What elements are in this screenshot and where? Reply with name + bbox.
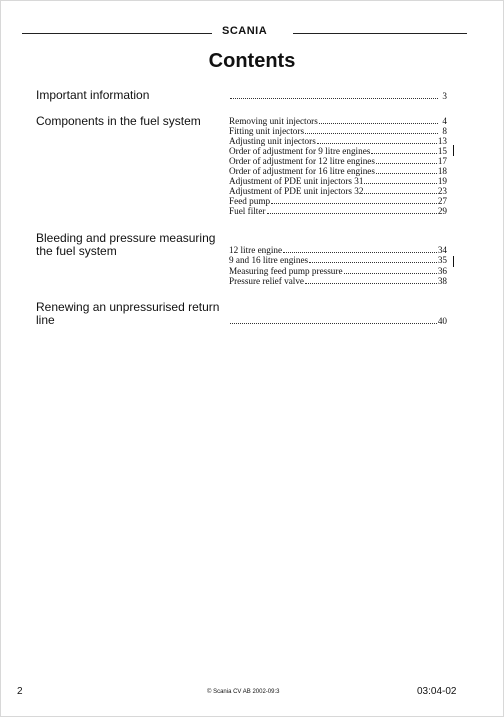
section-heading-important-information: Important information [36, 88, 150, 102]
toc-entry-label: Order of adjustment for 12 litre engines [229, 156, 375, 166]
toc-page-number: 4 [442, 116, 447, 126]
toc-entry-label: Order of adjustment for 9 litre engines [229, 146, 371, 156]
toc-entry-label: Adjustment of PDE unit injectors 32 [229, 186, 364, 196]
dot-leader [376, 167, 437, 174]
header-rule-right [293, 33, 467, 34]
dot-leader [230, 317, 437, 324]
toc-page-number: 36 [437, 266, 447, 276]
toc-entry[interactable] [229, 136, 447, 146]
toc-entry[interactable] [229, 316, 447, 326]
footer-page-number: 2 [17, 686, 23, 697]
toc-entry[interactable] [229, 245, 447, 255]
section-heading-components: Components in the fuel system [36, 114, 201, 128]
toc-entry-label: Measuring feed pump pressure [229, 266, 343, 276]
change-bar [453, 256, 454, 267]
dot-leader [317, 137, 437, 144]
toc-entry[interactable] [229, 156, 447, 166]
toc-page-number: 19 [437, 176, 447, 186]
toc-entry[interactable] [229, 196, 447, 206]
dot-leader [305, 127, 438, 134]
dot-leader [267, 207, 437, 214]
change-bar [453, 145, 454, 156]
footer-copyright: © Scania CV AB 2002-09:3 [207, 689, 280, 695]
toc-entry[interactable] [229, 126, 447, 136]
dot-leader [309, 256, 437, 263]
toc-entry-label: Order of adjustment for 16 litre engines [229, 166, 375, 176]
toc-entry-label: Pressure relief valve [229, 276, 304, 286]
dot-leader [319, 117, 438, 124]
page-title: Contents [208, 50, 296, 72]
toc-entry-label: 12 litre engine [229, 245, 283, 255]
dot-leader [376, 157, 437, 164]
toc-page-number: 27 [437, 196, 447, 206]
section-heading-renewing: Renewing an unpressurised return line [36, 300, 220, 327]
toc-page-number: 13 [437, 136, 447, 146]
toc-page-number: 38 [437, 276, 447, 286]
scania-logo: SCANIA [222, 25, 268, 37]
dot-leader [364, 187, 436, 194]
toc-page-number: 40 [437, 316, 447, 326]
toc-entry-label: Fuel filter [229, 206, 266, 216]
toc-entry-label: Adjusting unit injectors [229, 136, 316, 146]
dot-leader [230, 92, 438, 99]
dot-leader [283, 246, 437, 253]
toc-page-number: 23 [437, 186, 447, 196]
toc-page-number: 17 [437, 156, 447, 166]
footer-doc-code: 03:04-02 [417, 686, 457, 697]
toc-entry[interactable] [229, 266, 447, 276]
toc-page-number: 18 [437, 166, 447, 176]
toc-page-number: 35 [437, 255, 447, 265]
toc-page-number: 34 [437, 245, 447, 255]
header-rule-left [22, 33, 212, 34]
dot-leader [364, 177, 436, 184]
toc-entry[interactable] [229, 116, 447, 126]
toc-page-number: 15 [437, 146, 447, 156]
toc-entry[interactable] [229, 255, 447, 265]
toc-entry[interactable] [229, 146, 447, 156]
toc-page-number: 8 [442, 126, 447, 136]
toc-entry-label: Adjustment of PDE unit injectors 31 [229, 176, 364, 186]
toc-entry-label: Fitting unit injectors [229, 126, 305, 136]
toc-entry-label: 9 and 16 litre engines [229, 255, 309, 265]
toc-entry-label: Feed pump [229, 196, 271, 206]
toc-entry[interactable] [229, 186, 447, 196]
toc-entry[interactable] [229, 176, 447, 186]
toc-entry[interactable] [229, 206, 447, 216]
dot-leader [271, 197, 437, 204]
toc-entry[interactable] [229, 276, 447, 286]
dot-leader [305, 277, 437, 284]
dot-leader [371, 147, 436, 154]
section-heading-bleeding: Bleeding and pressure measuring the fuel system [36, 231, 216, 258]
toc-entry-label: Removing unit injectors [229, 116, 318, 126]
toc-entry[interactable] [229, 91, 447, 101]
dot-leader [344, 267, 437, 274]
toc-page-number: 3 [442, 91, 447, 101]
toc-entry[interactable] [229, 166, 447, 176]
toc-page-number: 29 [437, 206, 447, 216]
